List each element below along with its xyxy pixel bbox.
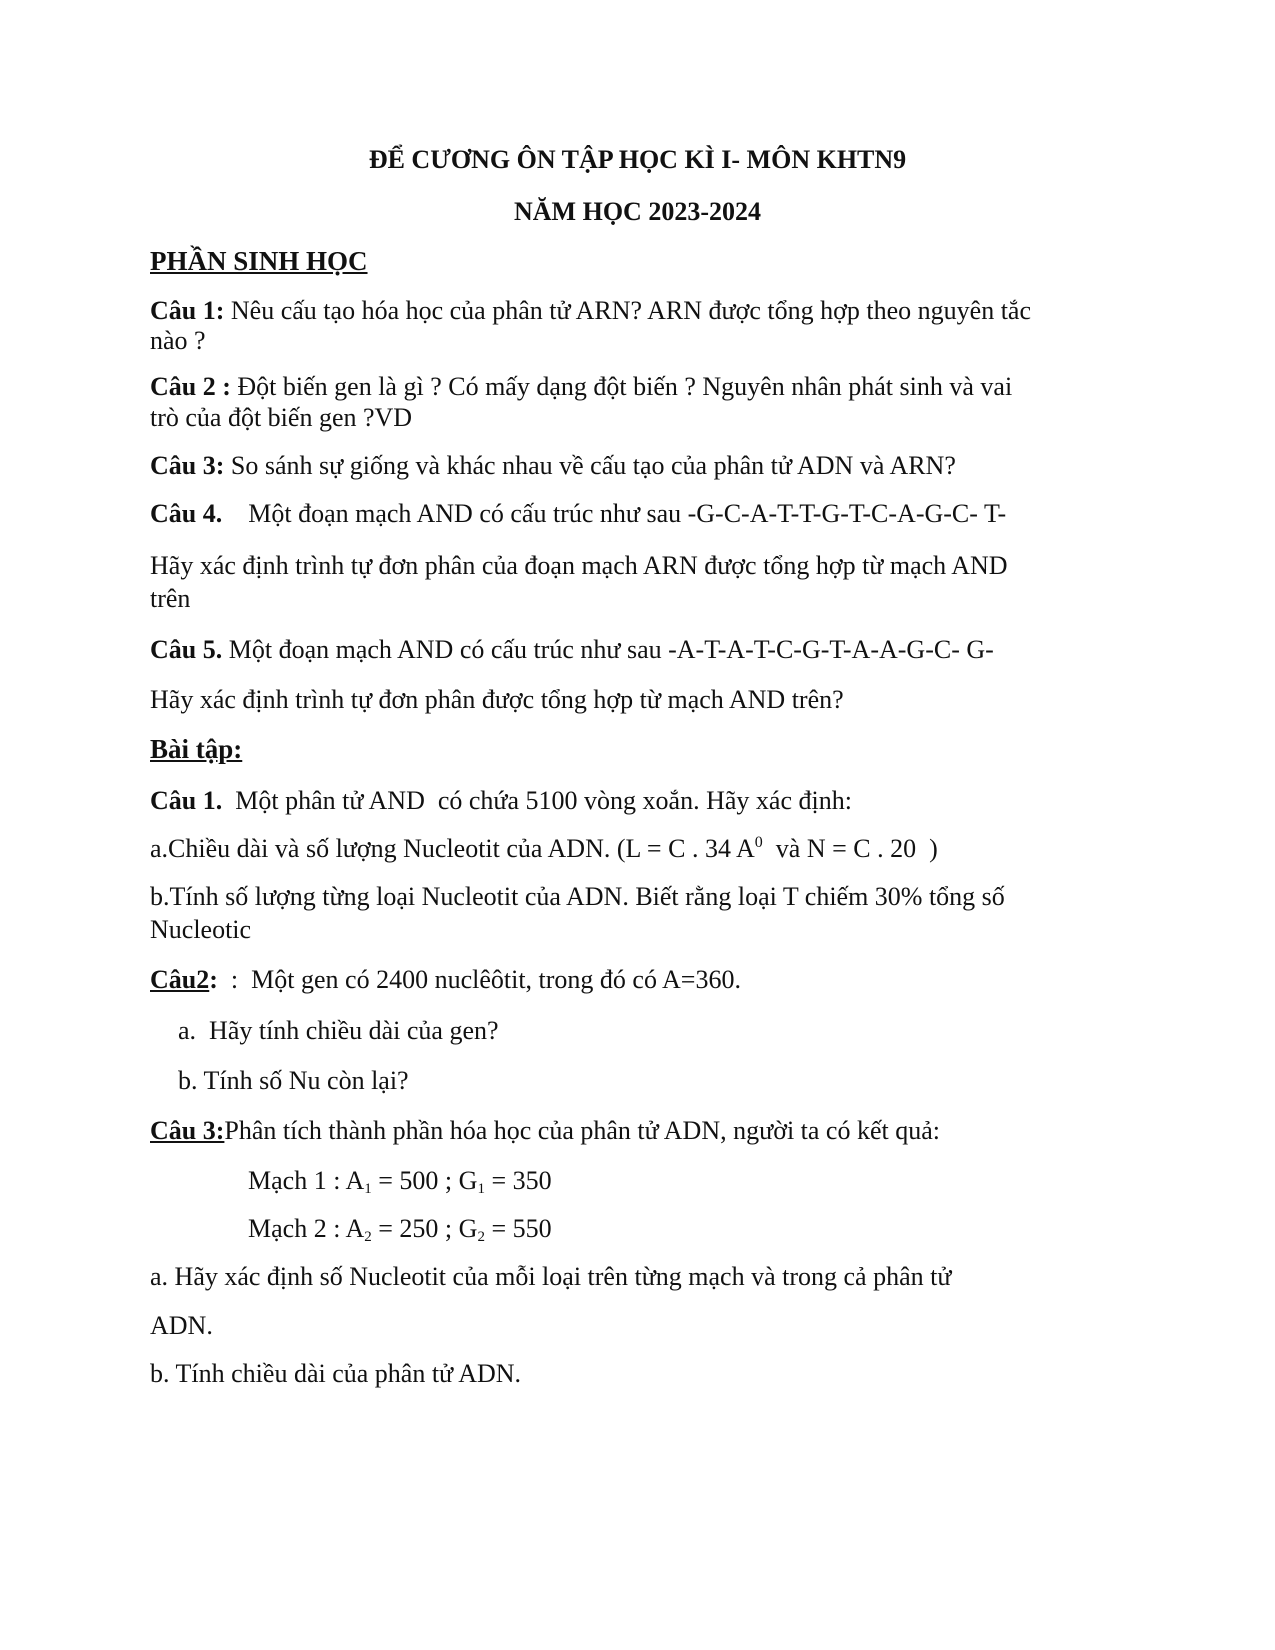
question-5 [150, 633, 1130, 666]
strand-1-g-label: = 500 ; G [371, 1166, 478, 1195]
question-3 [150, 449, 1130, 482]
exercise-2-colon: : [209, 965, 218, 994]
question-4-label: Câu 4. [150, 499, 223, 528]
exercise-2-label: Câu2 [150, 965, 210, 994]
exercise-1-superscript: 0 [754, 834, 763, 851]
exercise-1-part-b-continuation: Nucleotic [150, 915, 252, 944]
question-3-text: So sánh sự giống và khác nhau về cấu tạo của phân tử ADN và ARN? [224, 451, 956, 480]
exercise-2-part-b: b. Tính số Nu còn lại? [178, 1066, 409, 1095]
exercise-3-text: Phân tích thành phần hóa học của phân tử ADN, người ta có kết quả: [224, 1116, 941, 1145]
exercise-3-part-a-continuation: ADN. [150, 1311, 213, 1340]
strand-1-values [248, 1164, 1228, 1197]
strand-2-a-label: Mạch 2 : A [248, 1214, 365, 1243]
exercise-1-label: Câu 1. [150, 786, 223, 815]
strand-1-g-subscript: 1 [477, 1181, 485, 1197]
exercise-1-text: Một phân tử AND có chứa 5100 vòng xoắn. Hãy xác định: [222, 786, 852, 815]
document-title: ĐỂ CƯƠNG ÔN TẬP HỌC KÌ I- MÔN KHTN9 [368, 145, 907, 174]
section-heading-exercises: Bài tập: [150, 734, 243, 764]
strand-2-g-subscript: 2 [477, 1229, 485, 1245]
exercise-1-part-b: b.Tính số lượng từng loại Nucleotit của ADN. Biết rằng loại T chiếm 30% tổng số [150, 882, 1005, 911]
question-2-label: Câu 2 : [150, 372, 231, 401]
strand-2-a-subscript: 2 [364, 1229, 372, 1245]
exercise-1 [150, 784, 1130, 817]
question-1-continuation: nào ? [150, 326, 206, 355]
question-2-continuation: trò của đột biến gen ?VD [150, 403, 413, 432]
exercise-3-label: Câu 3: [150, 1116, 225, 1145]
exercise-1-part-a [150, 832, 1130, 865]
exercise-1-part-a-text: a.Chiều dài và số lượng Nucleotit của ADN. (L = C . 34 A [150, 834, 755, 863]
document-subtitle: NĂM HỌC 2023-2024 [514, 197, 761, 226]
question-4-text: Một đoạn mạch AND có cấu trúc như sau -G-C-A-T-T-G-T-C-A-G-C- T- [222, 499, 1007, 528]
question-5-text: Một đoạn mạch AND có cấu trúc như sau -A-T-A-T-C-G-T-A-A-G-C- G- [222, 635, 994, 664]
strand-1-a-label: Mạch 1 : A [248, 1166, 365, 1195]
strand-2-g-value: = 550 [484, 1214, 552, 1243]
section-heading-biology: PHẦN SINH HỌC [150, 246, 368, 276]
question-1-label: Câu 1: [150, 296, 225, 325]
strand-1-a-subscript: 1 [364, 1181, 372, 1197]
question-4 [150, 497, 1130, 530]
question-5-line-2: Hãy xác định trình tự đơn phân được tổng hợp từ mạch AND trên? [150, 685, 844, 714]
question-2 [150, 370, 1130, 403]
question-4-line-3: trên [150, 584, 191, 613]
strand-1-g-value: = 350 [484, 1166, 552, 1195]
exercise-3-part-a: a. Hãy xác định số Nucleotit của mỗi loại trên từng mạch và trong cả phân tử [150, 1262, 952, 1291]
question-2-text: Đột biến gen là gì ? Có mấy dạng đột biến ? Nguyên nhân phát sinh và vai [230, 372, 1013, 401]
question-5-label: Câu 5. [150, 635, 223, 664]
exercise-3-part-b: b. Tính chiều dài của phân tử ADN. [150, 1359, 522, 1388]
strand-2-g-label: = 250 ; G [371, 1214, 478, 1243]
exercise-2 [150, 963, 1130, 996]
exercise-1-part-a-end: và N = C . 20 ) [762, 834, 938, 863]
question-1-text: Nêu cấu tạo hóa học của phân tử ARN? ARN được tổng hợp theo nguyên tắc [224, 296, 1032, 325]
question-1 [150, 294, 1130, 327]
question-4-line-2: Hãy xác định trình tự đơn phân của đoạn mạch ARN được tổng hợp từ mạch AND [150, 551, 1008, 580]
strand-2-values [248, 1212, 1228, 1245]
question-3-label: Câu 3: [150, 451, 225, 480]
exercise-2-part-a: a. Hãy tính chiều dài của gen? [178, 1016, 499, 1045]
exercise-2-text: : Một gen có 2400 nuclêôtit, trong đó có A=360. [217, 965, 741, 994]
exercise-3 [150, 1114, 1130, 1147]
